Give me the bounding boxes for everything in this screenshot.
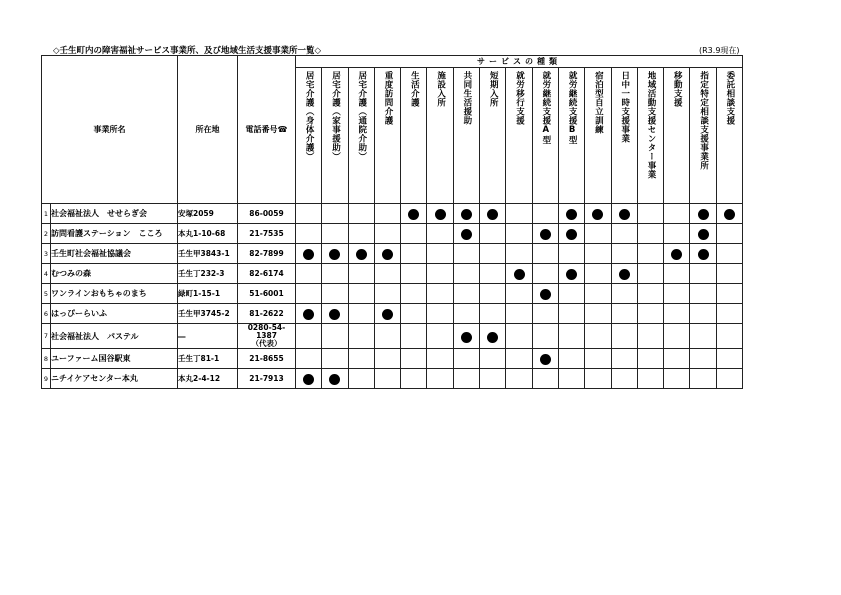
service-cell	[690, 284, 716, 304]
service-cell	[611, 244, 637, 264]
service-cell	[401, 284, 427, 304]
service-cell	[296, 284, 322, 304]
table-row	[42, 369, 743, 389]
service-cell	[690, 304, 716, 324]
service-header-7	[480, 68, 506, 204]
service-header-label: 居宅介護（家事援助）	[330, 71, 341, 161]
service-cell	[453, 369, 479, 389]
service-cell	[637, 244, 663, 264]
service-cell	[558, 224, 584, 244]
service-header-label: 生活介護	[409, 71, 420, 107]
facility-address: 壬生丁232-3	[178, 264, 238, 284]
service-cell	[716, 204, 742, 224]
filled-circle-icon	[540, 229, 551, 240]
service-cell	[611, 284, 637, 304]
service-cell	[716, 224, 742, 244]
service-cell	[506, 324, 532, 349]
filled-circle-icon	[356, 249, 367, 260]
service-header-8	[506, 68, 532, 204]
service-header-6	[453, 68, 479, 204]
service-header-0	[296, 68, 322, 204]
service-cell	[348, 244, 374, 264]
service-cell	[611, 369, 637, 389]
row-number: 7	[42, 324, 51, 349]
service-cell	[558, 324, 584, 349]
table-row	[42, 264, 743, 284]
service-cell	[401, 304, 427, 324]
filled-circle-icon	[382, 249, 393, 260]
filled-circle-icon	[461, 209, 472, 220]
service-cell	[716, 284, 742, 304]
service-cell	[401, 369, 427, 389]
service-cell	[427, 369, 453, 389]
tel-number: 0280-54-1387	[247, 323, 286, 340]
facility-address: 壬生甲3843-1	[178, 244, 238, 264]
service-header-label: 宿泊型自立訓練	[593, 71, 604, 134]
service-header-9	[532, 68, 558, 204]
service-cell	[322, 244, 348, 264]
filled-circle-icon	[303, 249, 314, 260]
row-number: 9	[42, 369, 51, 389]
service-cell	[558, 244, 584, 264]
service-cell	[637, 324, 663, 349]
service-header-13	[637, 68, 663, 204]
service-cell	[690, 264, 716, 284]
tel-number: 51-6001	[249, 288, 284, 298]
service-cell	[716, 304, 742, 324]
service-cell	[322, 304, 348, 324]
service-cell	[322, 204, 348, 224]
service-cell	[637, 264, 663, 284]
service-cell	[506, 224, 532, 244]
filled-circle-icon	[329, 309, 340, 320]
service-header-3	[374, 68, 400, 204]
service-header-label: 移動支援	[672, 71, 683, 107]
service-cell	[637, 224, 663, 244]
filled-circle-icon	[487, 332, 498, 343]
service-cell	[401, 204, 427, 224]
facility-tel	[238, 204, 296, 224]
service-cell	[532, 224, 558, 244]
facility-tel	[238, 304, 296, 324]
service-cell	[506, 264, 532, 284]
service-cell	[453, 284, 479, 304]
service-cell	[480, 244, 506, 264]
service-cell	[427, 324, 453, 349]
service-header-1	[322, 68, 348, 204]
service-cell	[453, 204, 479, 224]
service-cell	[532, 324, 558, 349]
filled-circle-icon	[461, 229, 472, 240]
service-header-label: 日中一時支援事業	[619, 71, 630, 143]
table-row	[42, 284, 743, 304]
tel-number: 21-7535	[249, 228, 284, 238]
service-cell	[558, 349, 584, 369]
facility-name: ニチイケアセンター本丸	[51, 369, 178, 389]
service-cell	[348, 224, 374, 244]
service-cell	[532, 369, 558, 389]
service-table	[41, 55, 743, 389]
service-header-14	[664, 68, 690, 204]
service-cell	[716, 324, 742, 349]
service-cell	[558, 369, 584, 389]
service-header-label: 施設入所	[435, 71, 446, 107]
filled-circle-icon	[514, 269, 525, 280]
service-cell	[453, 244, 479, 264]
facility-name: はっぴーらいふ	[51, 304, 178, 324]
service-cell	[427, 349, 453, 369]
tel-number: 82-6174	[249, 268, 284, 278]
service-header-label: 就労移行支援	[514, 71, 525, 125]
service-cell	[716, 264, 742, 284]
facility-tel	[238, 224, 296, 244]
service-header-16	[716, 68, 742, 204]
service-cell	[664, 264, 690, 284]
service-cell	[348, 264, 374, 284]
service-cell	[296, 304, 322, 324]
as-of-date: (R3.9現在)	[699, 46, 740, 55]
filled-circle-icon	[671, 249, 682, 260]
service-cell	[296, 369, 322, 389]
filled-circle-icon	[540, 289, 551, 300]
service-cell	[585, 264, 611, 284]
facility-name: ユーファーム国谷駅東	[51, 349, 178, 369]
service-cell	[585, 204, 611, 224]
service-cell	[296, 224, 322, 244]
service-cell	[322, 224, 348, 244]
service-cell	[664, 244, 690, 264]
service-cell	[453, 304, 479, 324]
service-cell	[637, 369, 663, 389]
service-cell	[322, 264, 348, 284]
tel-number: 86-0059	[249, 208, 284, 218]
service-cell	[296, 349, 322, 369]
filled-circle-icon	[566, 229, 577, 240]
tel-note: （代表）	[251, 339, 282, 348]
filled-circle-icon	[566, 209, 577, 220]
service-cell	[532, 264, 558, 284]
service-cell	[716, 369, 742, 389]
service-cell	[585, 324, 611, 349]
filled-circle-icon	[619, 209, 630, 220]
filled-circle-icon	[724, 209, 735, 220]
service-cell	[611, 264, 637, 284]
service-cell	[296, 244, 322, 264]
service-cell	[296, 264, 322, 284]
service-cell	[664, 284, 690, 304]
service-cell	[611, 224, 637, 244]
header-tel: 電話番号☎	[238, 56, 296, 204]
filled-circle-icon	[303, 374, 314, 385]
service-cell	[348, 304, 374, 324]
filled-circle-icon	[408, 209, 419, 220]
facility-address: 安塚2059	[178, 204, 238, 224]
service-cell	[322, 369, 348, 389]
service-cell	[585, 304, 611, 324]
tel-number: 21-7913	[249, 373, 284, 383]
service-header-label: 短期入所	[488, 71, 499, 107]
service-cell	[374, 264, 400, 284]
service-cell	[506, 304, 532, 324]
service-cell	[427, 244, 453, 264]
facility-name: 社会福祉法人 パステル	[51, 324, 178, 349]
row-number: 3	[42, 244, 51, 264]
service-cell	[558, 264, 584, 284]
row-number: 8	[42, 349, 51, 369]
facility-name: 壬生町社会福祉協議会	[51, 244, 178, 264]
service-header-2	[348, 68, 374, 204]
service-header-label: 就労継続支援A型	[540, 71, 551, 145]
facility-address: 壬生甲3745-2	[178, 304, 238, 324]
table-row	[42, 224, 743, 244]
service-header-label: 地域活動支援センター事業	[646, 71, 656, 179]
filled-circle-icon	[435, 209, 446, 220]
service-cell	[611, 204, 637, 224]
facility-tel	[238, 324, 296, 349]
service-cell	[664, 204, 690, 224]
filled-circle-icon	[592, 209, 603, 220]
service-cell	[401, 324, 427, 349]
service-cell	[664, 304, 690, 324]
service-cell	[374, 324, 400, 349]
service-cell	[690, 349, 716, 369]
service-cell	[506, 369, 532, 389]
service-cell	[690, 244, 716, 264]
service-cell	[427, 204, 453, 224]
service-cell	[480, 369, 506, 389]
facility-address: 本丸1-10-68	[178, 224, 238, 244]
service-header-label: 指定特定相談支援事業所	[698, 71, 709, 170]
service-cell	[374, 284, 400, 304]
facility-tel	[238, 264, 296, 284]
service-cell	[480, 204, 506, 224]
service-cell	[401, 244, 427, 264]
service-cell	[532, 304, 558, 324]
row-number: 1	[42, 204, 51, 224]
service-cell	[532, 349, 558, 369]
service-cell	[480, 284, 506, 304]
service-cell	[374, 204, 400, 224]
facility-address: 壬生丁81-1	[178, 349, 238, 369]
service-cell	[296, 204, 322, 224]
service-cell	[532, 284, 558, 304]
service-header-label: 共同生活援助	[461, 71, 472, 125]
service-cell	[453, 264, 479, 284]
facility-name: ワンラインおもちゃのまち	[51, 284, 178, 304]
service-cell	[348, 349, 374, 369]
service-cell	[664, 224, 690, 244]
service-cell	[585, 224, 611, 244]
facility-name: 社会福祉法人 せせらぎ会	[51, 204, 178, 224]
service-header-label: 就労継続支援B型	[567, 71, 578, 145]
service-cell	[480, 349, 506, 369]
service-cell	[374, 369, 400, 389]
service-cell	[664, 324, 690, 349]
service-cell	[690, 224, 716, 244]
table-row	[42, 349, 743, 369]
service-cell	[322, 349, 348, 369]
service-cell	[348, 204, 374, 224]
facility-name: 訪問看護ステーション こころ	[51, 224, 178, 244]
filled-circle-icon	[540, 354, 551, 365]
service-cell	[611, 324, 637, 349]
service-header-label: 委託相談支援	[724, 71, 735, 125]
service-cell	[716, 349, 742, 369]
service-cell	[506, 244, 532, 264]
service-cell	[585, 284, 611, 304]
service-cell	[637, 349, 663, 369]
service-header-label: 居宅介護（通院介助）	[356, 71, 367, 161]
service-cell	[480, 264, 506, 284]
service-cell	[690, 204, 716, 224]
row-number: 6	[42, 304, 51, 324]
facility-tel	[238, 244, 296, 264]
service-cell	[532, 204, 558, 224]
service-cell	[480, 324, 506, 349]
filled-circle-icon	[329, 249, 340, 260]
service-cell	[427, 264, 453, 284]
service-cell	[453, 324, 479, 349]
service-cell	[690, 324, 716, 349]
service-cell	[427, 304, 453, 324]
service-cell	[453, 349, 479, 369]
service-cell	[480, 304, 506, 324]
service-header-5	[427, 68, 453, 204]
service-header-label: 重度訪問介護	[383, 71, 394, 125]
service-cell	[716, 244, 742, 264]
service-cell	[427, 224, 453, 244]
service-cell	[558, 204, 584, 224]
filled-circle-icon	[303, 309, 314, 320]
service-cell	[585, 369, 611, 389]
service-cell	[322, 324, 348, 349]
service-cell	[558, 304, 584, 324]
filled-circle-icon	[461, 332, 472, 343]
filled-circle-icon	[619, 269, 630, 280]
service-cell	[374, 224, 400, 244]
row-number: 4	[42, 264, 51, 284]
table-row	[42, 304, 743, 324]
tel-number: 82-7899	[249, 248, 284, 258]
header-service-group: サービスの種類	[296, 56, 743, 68]
facility-address: ―	[178, 324, 238, 349]
row-number: 2	[42, 224, 51, 244]
service-cell	[637, 204, 663, 224]
service-cell	[585, 349, 611, 369]
document-title: ◇壬生町内の障害福祉サービス事業所、及び地域生活支援事業所一覧◇	[53, 46, 322, 56]
facility-tel	[238, 369, 296, 389]
service-cell	[348, 369, 374, 389]
service-cell	[427, 284, 453, 304]
service-cell	[506, 349, 532, 369]
service-cell	[506, 204, 532, 224]
service-cell	[401, 224, 427, 244]
service-cell	[585, 244, 611, 264]
header-address: 所在地	[178, 56, 238, 204]
service-cell	[664, 369, 690, 389]
facility-address: 本丸2-4-12	[178, 369, 238, 389]
service-cell	[637, 284, 663, 304]
service-cell	[611, 304, 637, 324]
service-header-15	[690, 68, 716, 204]
filled-circle-icon	[382, 309, 393, 320]
filled-circle-icon	[566, 269, 577, 280]
service-cell	[348, 324, 374, 349]
service-cell	[374, 304, 400, 324]
filled-circle-icon	[698, 229, 709, 240]
facility-name: むつみの森	[51, 264, 178, 284]
service-cell	[401, 349, 427, 369]
table-row	[42, 204, 743, 224]
tel-number: 81-2622	[249, 308, 284, 318]
service-cell	[348, 284, 374, 304]
service-header-12	[611, 68, 637, 204]
service-header-label: 居宅介護（身体介護）	[304, 71, 315, 161]
service-cell	[637, 304, 663, 324]
service-cell	[453, 224, 479, 244]
filled-circle-icon	[698, 209, 709, 220]
service-cell	[374, 244, 400, 264]
filled-circle-icon	[329, 374, 340, 385]
service-header-4	[401, 68, 427, 204]
table-row	[42, 244, 743, 264]
service-cell	[506, 284, 532, 304]
row-number: 5	[42, 284, 51, 304]
filled-circle-icon	[698, 249, 709, 260]
filled-circle-icon	[487, 209, 498, 220]
service-cell	[296, 324, 322, 349]
service-cell	[690, 369, 716, 389]
service-cell	[532, 244, 558, 264]
table-row	[42, 324, 743, 349]
service-cell	[322, 284, 348, 304]
service-cell	[401, 264, 427, 284]
facility-tel	[238, 284, 296, 304]
tel-number: 21-8655	[249, 353, 284, 363]
facility-address: 緑町1-15-1	[178, 284, 238, 304]
service-cell	[480, 224, 506, 244]
service-cell	[374, 349, 400, 369]
service-header-11	[585, 68, 611, 204]
service-cell	[611, 349, 637, 369]
facility-tel	[238, 349, 296, 369]
service-header-10	[558, 68, 584, 204]
header-name: 事業所名	[42, 56, 178, 204]
service-cell	[558, 284, 584, 304]
service-cell	[664, 349, 690, 369]
